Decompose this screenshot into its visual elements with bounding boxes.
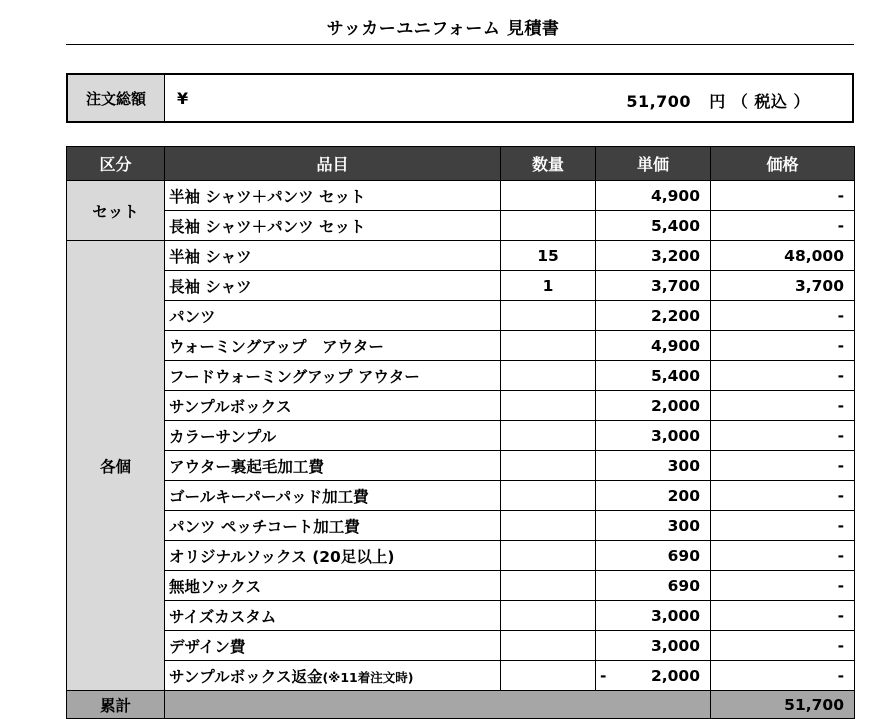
category-individual: 各個 — [67, 241, 165, 691]
table-header-row — [67, 147, 855, 181]
item-cell[interactable]: カラーサンプル — [165, 421, 501, 451]
qty-cell[interactable] — [501, 301, 596, 331]
order-total-amount — [626, 89, 810, 112]
total-label: 累計 — [67, 691, 165, 719]
item-cell[interactable]: フードウォーミングアップ アウター — [165, 361, 501, 391]
category-set: セット — [67, 181, 165, 241]
order-total-label: 注文総額 — [68, 75, 165, 121]
unit-price-cell[interactable]: 3,000 — [596, 601, 711, 631]
table-row — [67, 451, 855, 481]
table-row — [67, 421, 855, 451]
table-row — [67, 361, 855, 391]
unit-price-cell[interactable]: 3,000 — [596, 631, 711, 661]
table-row — [67, 481, 855, 511]
header-price: 価格 — [711, 147, 855, 181]
unit-price-cell[interactable]: 3,000 — [596, 421, 711, 451]
order-total-unit: 円 （ 税込 ） — [709, 92, 810, 111]
table-row — [67, 271, 855, 301]
qty-cell[interactable]: 1 — [501, 271, 596, 301]
table-row — [67, 601, 855, 631]
table-row — [67, 181, 855, 211]
item-cell[interactable]: パンツ — [165, 301, 501, 331]
item-cell[interactable]: サンプルボックス — [165, 391, 501, 421]
item-cell[interactable]: ゴールキーパーパッド加工費 — [165, 481, 501, 511]
qty-cell[interactable] — [501, 631, 596, 661]
qty-cell[interactable] — [501, 601, 596, 631]
unit-price-cell[interactable]: 4,900 — [596, 331, 711, 361]
table-row — [67, 211, 855, 241]
item-cell[interactable]: 半袖 シャツ＋パンツ セット — [165, 181, 501, 211]
item-cell[interactable]: 無地ソックス — [165, 571, 501, 601]
qty-cell[interactable] — [501, 661, 596, 691]
price-cell[interactable]: - — [711, 481, 855, 511]
unit-price-cell[interactable]: 3,700 — [596, 271, 711, 301]
unit-price-cell[interactable]: 690 — [596, 541, 711, 571]
header-item: 品目 — [165, 147, 501, 181]
unit-price-cell[interactable]: 2,200 — [596, 301, 711, 331]
unit-price-cell[interactable]: 690 — [596, 571, 711, 601]
item-cell[interactable]: 長袖 シャツ＋パンツ セット — [165, 211, 501, 241]
price-cell[interactable]: - — [711, 451, 855, 481]
qty-cell[interactable] — [501, 181, 596, 211]
price-cell[interactable]: - — [711, 631, 855, 661]
table-row — [67, 301, 855, 331]
table-row — [67, 511, 855, 541]
qty-cell[interactable]: 15 — [501, 241, 596, 271]
order-total-number: 51,700 — [626, 92, 692, 111]
header-qty: 数量 — [501, 147, 596, 181]
table-row — [67, 661, 855, 691]
table-row — [67, 631, 855, 661]
price-cell[interactable]: - — [711, 571, 855, 601]
item-cell[interactable]: パンツ ペッチコート加工費 — [165, 511, 501, 541]
price-cell[interactable]: - — [711, 361, 855, 391]
order-total-value — [165, 75, 852, 121]
table-row — [67, 391, 855, 421]
item-cell[interactable]: 長袖 シャツ — [165, 271, 501, 301]
qty-cell[interactable] — [501, 541, 596, 571]
item-cell[interactable] — [165, 661, 501, 691]
total-amount[interactable]: 51,700 — [711, 691, 855, 719]
item-cell[interactable]: ウォーミングアップ アウター — [165, 331, 501, 361]
qty-cell[interactable] — [501, 391, 596, 421]
unit-price-cell[interactable]: 300 — [596, 451, 711, 481]
estimate-table — [66, 146, 855, 719]
price-cell[interactable]: - — [711, 211, 855, 241]
qty-cell[interactable] — [501, 421, 596, 451]
unit-price-cell[interactable]: 4,900 — [596, 181, 711, 211]
unit-price-cell[interactable]: 200 — [596, 481, 711, 511]
total-spacer — [165, 691, 711, 719]
qty-cell[interactable] — [501, 571, 596, 601]
title-underline — [66, 44, 854, 45]
header-unit-price: 単価 — [596, 147, 711, 181]
item-label: サンプルボックス返金 — [169, 667, 323, 686]
price-cell[interactable]: - — [711, 301, 855, 331]
qty-cell[interactable] — [501, 451, 596, 481]
qty-cell[interactable] — [501, 331, 596, 361]
page-title: サッカーユニフォーム 見積書 — [326, 19, 560, 39]
price-cell[interactable]: - — [711, 391, 855, 421]
item-note: (※11着注文時) — [322, 669, 414, 685]
price-cell[interactable]: - — [711, 601, 855, 631]
item-cell[interactable]: サイズカスタム — [165, 601, 501, 631]
price-cell[interactable]: - — [711, 511, 855, 541]
unit-price-cell[interactable]: 2,000 — [596, 391, 711, 421]
price-cell[interactable]: - — [711, 331, 855, 361]
price-cell[interactable]: 48,000 — [711, 241, 855, 271]
item-cell[interactable]: 半袖 シャツ — [165, 241, 501, 271]
currency-symbol: ¥ — [177, 89, 189, 108]
price-cell[interactable]: - — [711, 541, 855, 571]
unit-price-cell[interactable]: 5,400 — [596, 211, 711, 241]
header-category: 区分 — [67, 147, 165, 181]
table-row — [67, 541, 855, 571]
item-cell[interactable]: アウター裏起毛加工費 — [165, 451, 501, 481]
total-row — [67, 691, 855, 719]
price-cell[interactable]: 3,700 — [711, 271, 855, 301]
table-row — [67, 571, 855, 601]
item-cell[interactable]: オリジナルソックス (20足以上) — [165, 541, 501, 571]
negative-sign: - — [600, 666, 607, 685]
unit-price-cell[interactable]: 5,400 — [596, 361, 711, 391]
qty-cell[interactable] — [501, 481, 596, 511]
qty-cell[interactable] — [501, 211, 596, 241]
order-total-box — [66, 73, 854, 123]
table-row — [67, 241, 855, 271]
qty-cell[interactable] — [501, 361, 596, 391]
price-cell[interactable]: - — [711, 661, 855, 691]
price-cell[interactable]: - — [711, 421, 855, 451]
table-row — [67, 331, 855, 361]
qty-cell[interactable] — [501, 511, 596, 541]
unit-price-cell[interactable] — [596, 661, 711, 691]
unit-price-cell[interactable]: 3,200 — [596, 241, 711, 271]
item-cell[interactable]: デザイン費 — [165, 631, 501, 661]
unit-price-cell[interactable]: 300 — [596, 511, 711, 541]
unit-price-value: 2,000 — [650, 666, 700, 685]
price-cell[interactable]: - — [711, 181, 855, 211]
